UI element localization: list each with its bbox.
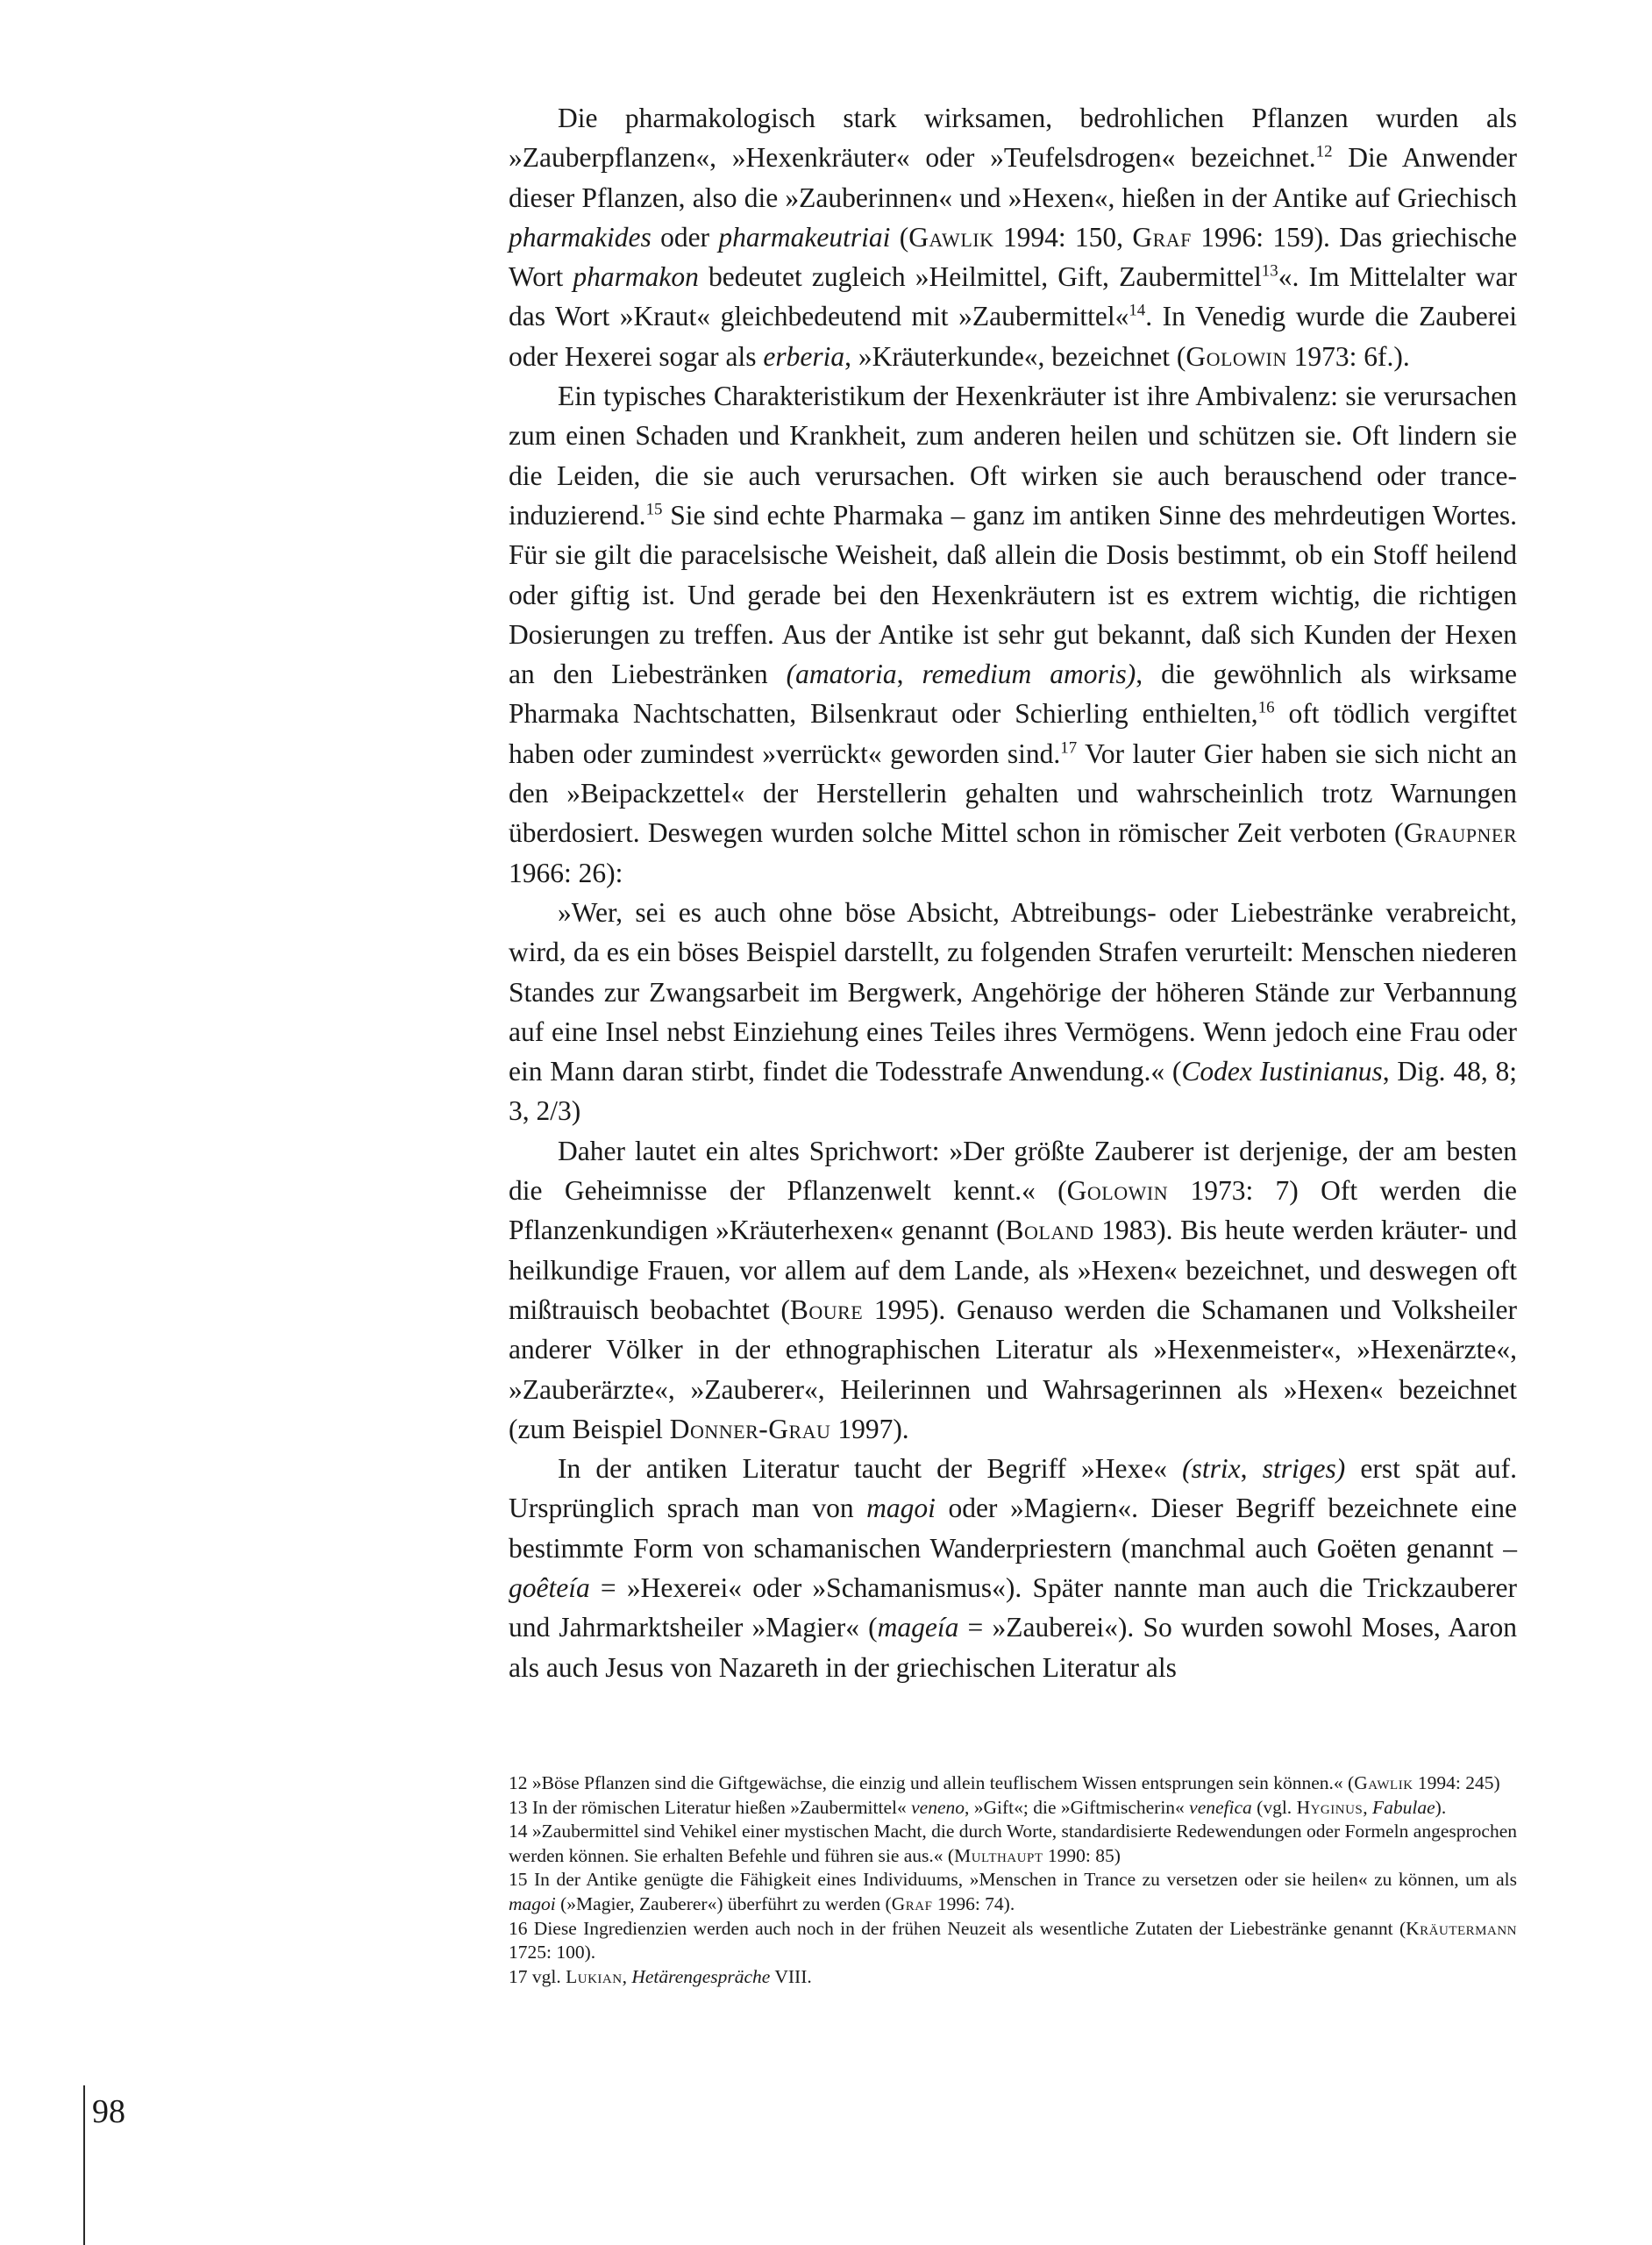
- text-run: Ein typisches Charakteristikum der Hexenkräuter ist ihre Ambivalenz: sie verursachen zum einen Schaden und Krankheit, zum anderen heilen und schützen sie. Oft lindern sie die Leiden, die sie auch verursachen. Oft wirken sie auch berauschend oder trance-induzierend.: [509, 381, 1517, 531]
- footnote: [509, 1965, 1517, 1990]
- text-run: 16 Diese Ingredienzien werden auch noch in der frühen Neuzeit als wesentliche Zutaten der Liebestränke genannt (: [509, 1917, 1406, 1939]
- text-run: VIII.: [770, 1965, 812, 1987]
- text-run: ,: [1240, 1453, 1263, 1485]
- text-run: 1994: 245): [1413, 1772, 1500, 1793]
- italic-term: goêteía: [509, 1572, 590, 1603]
- text-run: 1997).: [830, 1413, 909, 1444]
- italic-term: mageía: [877, 1612, 959, 1643]
- body-text: [509, 98, 1517, 1687]
- italic-term: (strix: [1182, 1453, 1241, 1485]
- italic-term: Hetärengespräche: [631, 1965, 771, 1987]
- text-run: ,: [622, 1965, 632, 1987]
- text-run: «. Im Mittelalter war das Wort »Kraut« gleichbedeutend mit »Zaubermittel«: [509, 261, 1517, 332]
- text-run: 1990: 85): [1043, 1844, 1121, 1866]
- italic-term: striges): [1262, 1453, 1346, 1485]
- text-run: ).: [1435, 1796, 1447, 1818]
- footnote: [509, 1796, 1517, 1821]
- text-run: Die Anwender dieser Pflanzen, also die »Zauberinnen« und »Hexen«, hießen in der Antike auf Griechisch: [509, 142, 1517, 213]
- author-citation: Golowin: [1186, 340, 1287, 372]
- text-run: Vor lauter Gier haben sie sich nicht an den »Beipackzettel« der Herstellerin gehalten und wahrscheinlich trotz Warnungen überdosiert. Deswegen wurden solche Mittel schon in römischer Zeit verboten (: [509, 738, 1517, 849]
- italic-term: magoi: [866, 1493, 936, 1524]
- text-run: 1983). Bis heute werden kräuter- und heilkundige Frauen, vor allem auf dem Lande, als »Hexen« bezeichnet, und deswegen oft mißtrauisch beobachtet (: [509, 1215, 1517, 1325]
- text-run: 17 vgl.: [509, 1965, 566, 1987]
- italic-term: pharmakides: [509, 221, 652, 253]
- text-run: 13 In der römischen Literatur hießen »Zaubermittel«: [509, 1796, 912, 1818]
- author-citation: Hyginus: [1296, 1796, 1364, 1818]
- text-run: . In Venedig wurde die Zauberei oder Hexerei sogar als: [509, 301, 1517, 372]
- paragraph: [509, 1449, 1517, 1687]
- author-citation: Golowin: [1066, 1175, 1169, 1207]
- text-run: oder »Magiern«. Dieser Begriff bezeichnete eine bestimmte Form von schamanischen Wanderpriestern (manchmal auch Goëten genannt –: [509, 1493, 1517, 1564]
- author-citation: Boure: [789, 1294, 864, 1325]
- italic-term: Fabulae: [1372, 1796, 1435, 1818]
- author-citation: Boland: [1005, 1215, 1094, 1246]
- page-number: 98: [92, 2093, 125, 2130]
- italic-term: veneno: [911, 1796, 965, 1818]
- italic-term: Codex Iustinianus: [1181, 1056, 1383, 1087]
- author-citation: Graf: [891, 1892, 933, 1914]
- text-run: Die pharmakologisch stark wirksamen, bedrohlichen Pflanzen wurden als »Zauberpflanzen«, »Hexenkräuter« oder »Teufelsdrogen« bezeichnet.: [509, 103, 1517, 174]
- text-run: 1996: 159). Das griechische Wort: [509, 221, 1517, 293]
- text-run: , die gewöhnlich als wirksame Pharmaka Nachtschatten, Bilsenkraut oder Schierling enthielten,: [509, 659, 1518, 730]
- text-run: = »Hexerei« oder »Schamanismus«). Später nannte man auch die Trickzauberer und Jahrmarktsheiler »Magier« (: [509, 1572, 1517, 1643]
- text-run: 1995). Genauso werden die Schamanen und Volksheiler anderer Völker in der ethnographischen Literatur als »Hexenmeister«, »Hexenärzte«, »Zauberärzte«, »Zauberer«, Heilerinnen und Wahrsagerinnen als »Hexen« bezeichnet (zum Beispiel: [509, 1294, 1517, 1444]
- text-run: bedeutet zugleich »Heilmittel, Gift, Zaubermittel: [698, 261, 1262, 293]
- italic-term: magoi: [509, 1892, 556, 1914]
- author-citation: Multhaupt: [954, 1844, 1043, 1866]
- footnote: [509, 1917, 1517, 1965]
- text-run: , »Kräuterkunde«, bezeichnet (: [844, 340, 1186, 372]
- footnote: [509, 1771, 1517, 1796]
- italic-term: pharmakeutriai: [718, 221, 891, 253]
- text-run: , »Gift«; die »Giftmischerin«: [965, 1796, 1190, 1818]
- footnote-marker: 13: [1261, 261, 1278, 281]
- footnotes: [509, 1771, 1517, 1989]
- text-run: 1996: 74).: [932, 1892, 1015, 1914]
- author-citation: Gawlik: [1354, 1772, 1413, 1793]
- text-run: (: [890, 221, 909, 253]
- italic-term: (amatoria: [786, 659, 897, 690]
- author-citation: Kräutermann: [1406, 1917, 1517, 1939]
- footnote: [509, 1820, 1517, 1868]
- footnote: [509, 1868, 1517, 1916]
- text-run: oft tödlich vergiftet haben oder zumindest »verrückt« geworden sind.: [509, 698, 1517, 769]
- author-citation: Graf: [1132, 221, 1192, 253]
- footnote-marker: 14: [1129, 301, 1146, 320]
- text-run: 1966: 26):: [509, 857, 623, 888]
- text-run: 12 »Böse Pflanzen sind die Giftgewächse, die einzig und allein teuflischem Wissen entsprungen sein können.« (: [509, 1772, 1355, 1793]
- block-quote: [509, 893, 1517, 1131]
- footnote-marker: 12: [1315, 142, 1333, 161]
- italic-term: remedium amoris): [922, 659, 1136, 690]
- text-run: »Wer, sei es auch ohne böse Absicht, Abtreibungs- oder Liebestränke verabreicht, wird, da es ein böses Beispiel darstellt, zu folgenden Strafen verurteilt: Menschen niederen Standes zur Zwangsarbeit im Bergwerk, Angehörige der höheren Stände zur Verbannung auf eine Insel nebst Einziehung eines Teiles ihres Vermögens. Wenn jedoch eine Frau oder ein Mann daran stirbt, findet die Todesstrafe Anwendung.« (: [509, 896, 1517, 1087]
- text-run: = »Zauberei«). So wurden sowohl Moses, Aaron als auch Jesus von Nazareth in der griechischen Literatur als: [509, 1612, 1517, 1683]
- author-citation: Lukian: [566, 1965, 623, 1987]
- text-run: 1973: 7) Oft werden die Pflanzenkundigen »Kräuterhexen« genannt (: [509, 1175, 1518, 1246]
- footnote-marker: 16: [1257, 698, 1275, 717]
- text-run: In der antiken Literatur taucht der Begriff »Hexe«: [558, 1453, 1183, 1485]
- text-run: Sie sind echte Pharmaka – ganz im antiken Sinne des mehrdeutigen Wortes. Für sie gilt die paracelsische Weisheit, daß allein die Dosis bestimmt, ob ein Stoff heilend oder giftig ist. Und gerade bei den Hexenkräutern ist es extrem wichtig, die richtigen Dosierungen zu treffen. Aus der Antike ist sehr gut bekannt, daß sich Kunden der Hexen an den Liebestränken: [509, 499, 1517, 690]
- text-run: 14 »Zaubermittel sind Vehikel einer mystischen Macht, die durch Worte, standardisierte Redewendungen oder Formeln angesprochen werden können. Sie erhalten Befehle und führen sie aus.« (: [509, 1821, 1517, 1866]
- text-run: ,: [896, 659, 922, 690]
- text-run: 1725: 100).: [509, 1942, 596, 1963]
- footnote-marker: 17: [1060, 738, 1078, 758]
- italic-term: venefica: [1189, 1796, 1252, 1818]
- text-run: , Dig. 48, 8; 3, 2/3): [509, 1056, 1517, 1127]
- author-citation: Donner-Grau: [669, 1413, 831, 1444]
- paragraph: [509, 1131, 1517, 1449]
- italic-term: erberia: [763, 340, 845, 372]
- author-citation: Graupner: [1403, 817, 1517, 849]
- text-run: 1994: 150,: [993, 221, 1133, 253]
- text-run: (»Magier, Zauberer«) überführt zu werden (: [555, 1892, 892, 1914]
- paragraph: [509, 376, 1517, 893]
- text-run: Daher lautet ein altes Sprichwort: »Der größte Zauberer ist derjenige, der am besten die Geheimnisse der Pflanzenwelt kennt.« (: [509, 1135, 1517, 1207]
- text-run: 15 In der Antike genügte die Fähigkeit eines Individuums, »Menschen in Trance zu versetzen oder sie heilen« zu können, um als: [509, 1869, 1517, 1891]
- text-run: erst spät auf. Ursprünglich sprach man von: [509, 1453, 1518, 1524]
- text-run: (vgl.: [1251, 1796, 1297, 1818]
- text-run: ,: [1363, 1796, 1373, 1818]
- footnote-marker: 15: [645, 500, 663, 519]
- paragraph: [509, 98, 1517, 376]
- page-margin-rule: [83, 2085, 85, 2245]
- text-run: oder: [651, 221, 719, 253]
- italic-term: pharmakon: [573, 261, 699, 293]
- author-citation: Gawlik: [908, 221, 994, 253]
- text-run: 1973: 6f.).: [1286, 340, 1410, 372]
